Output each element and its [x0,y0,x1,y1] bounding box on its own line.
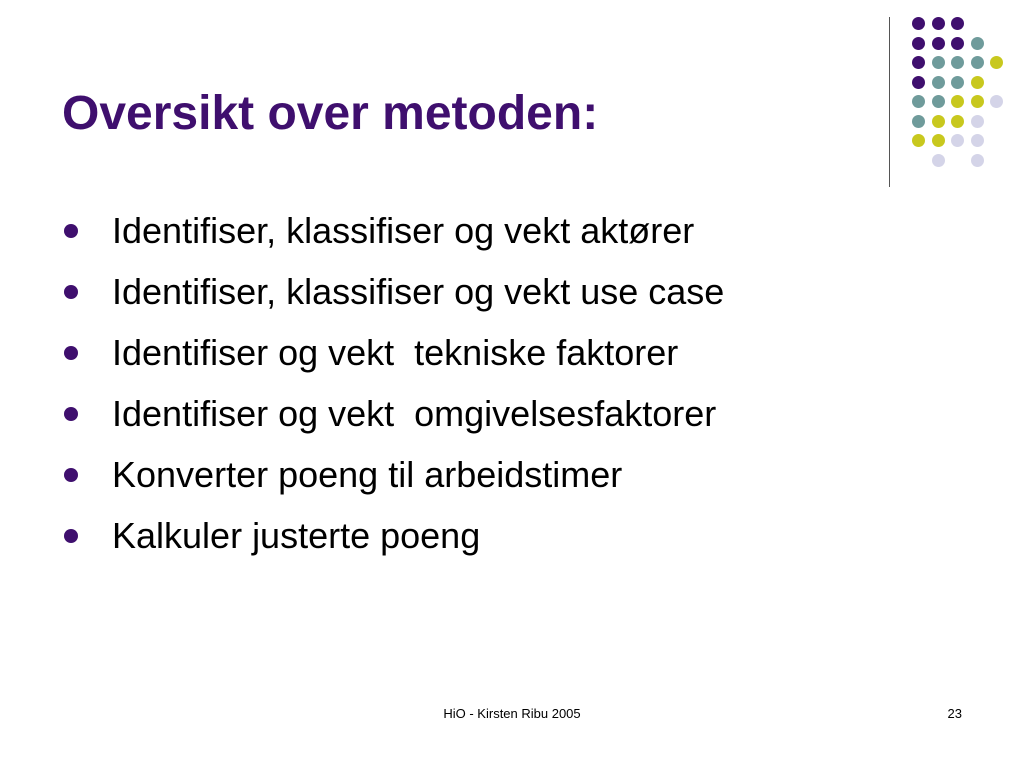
decorative-dot [951,37,964,50]
decorative-dot [912,37,925,50]
page-number: 23 [947,706,962,721]
decorative-dot [971,115,984,128]
decorative-dot [912,115,925,128]
decorative-dot [951,115,964,128]
decorative-dot [932,115,945,128]
decorative-dot [951,76,964,89]
decorative-dot [971,134,984,147]
decorative-dot [971,37,984,50]
decorative-dot [932,76,945,89]
bullet-dot-icon [64,529,78,543]
decorative-dot [932,37,945,50]
vertical-divider [889,17,890,187]
decorative-dot [951,95,964,108]
bullet-text: Identifiser, klassifiser og vekt aktører [112,209,695,251]
bullet-text: Identifiser og vekt tekniske faktorer [112,331,679,373]
decorative-dot [932,17,945,30]
bullet-dot-icon [64,285,78,299]
decorative-dot [932,95,945,108]
bullet-item [62,444,724,505]
decorative-dot [932,134,945,147]
decorative-dot [951,134,964,147]
bullet-list [62,200,724,566]
bullet-text: Konverter poeng til arbeidstimer [112,453,623,495]
decorative-dot [912,134,925,147]
decorative-dot [990,95,1003,108]
decorative-dot [951,17,964,30]
bullet-dot-icon [64,468,78,482]
bullet-item [62,200,724,261]
bullet-dot-icon [64,224,78,238]
bullet-item [62,261,724,322]
decorative-dot [971,76,984,89]
decorative-dot [971,95,984,108]
footer-text: HiO - Kirsten Ribu 2005 [443,706,581,721]
bullet-dot-icon [64,407,78,421]
bullet-item [62,322,724,383]
slide-title: Oversikt over metoden: [62,87,599,140]
decorative-dot [990,56,1003,69]
decorative-dot [971,154,984,167]
bullet-text: Identifiser og vekt omgivelsesfaktorer [112,392,717,434]
decorative-dot [932,154,945,167]
bullet-item [62,505,724,566]
bullet-item [62,383,724,444]
decorative-dot [932,56,945,69]
decorative-dot [971,56,984,69]
bullet-dot-icon [64,346,78,360]
decorative-dot [912,56,925,69]
bullet-text: Kalkuler justerte poeng [112,514,481,556]
decorative-dot [912,76,925,89]
bullet-text: Identifiser, klassifiser og vekt use case [112,270,725,312]
decorative-dot [951,56,964,69]
decorative-dot [912,17,925,30]
decorative-dot [912,95,925,108]
